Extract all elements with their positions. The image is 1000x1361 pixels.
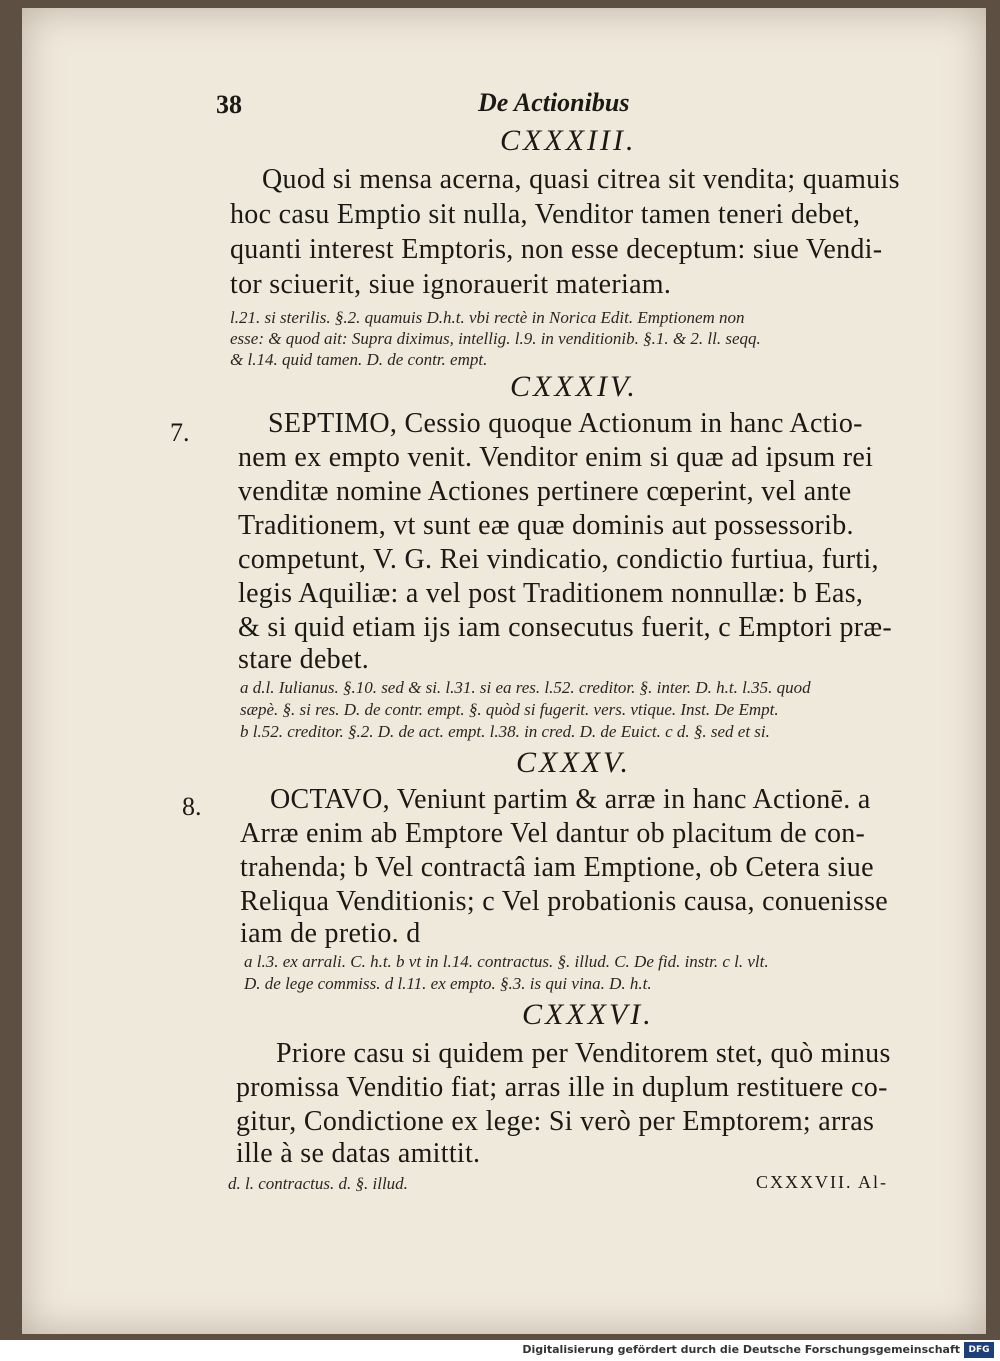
body-line: hoc casu Emptio sit nulla, Venditor tamen teneri debet, [230, 199, 861, 230]
body-line: & si quid etiam ijs iam consecutus fuerit, c Emptori præ- [238, 612, 892, 643]
section-heading: CXXXIII. [500, 124, 637, 157]
body-line: Priore casu si quidem per Venditorem stet, quò minus [276, 1038, 891, 1069]
body-line: ille à se datas amittit. [236, 1138, 481, 1169]
section-heading: CXXXV. [516, 746, 631, 779]
note-line: a d.l. Iulianus. §.10. sed & si. l.31. si ea res. l.52. creditor. §. inter. D. h.t. l.35. quod [240, 678, 811, 697]
body-line: gitur, Condictione ex lege: Si verò per Emptorem; arras [236, 1106, 875, 1137]
note-line: b l.52. creditor. §.2. D. de act. empt. l.38. in cred. D. de Euict. c d. §. sed et si. [240, 722, 770, 741]
note-line: sæpè. §. si res. D. de contr. empt. §. quòd si fugerit. vers. vtique. Inst. De Empt. [240, 700, 779, 719]
body-line: competunt, V. G. Rei vindicatio, condictio furtiua, furti, [238, 544, 879, 575]
note-line: D. de lege commiss. d l.11. ex empto. §.3. is qui vina. D. h.t. [244, 974, 652, 993]
running-head: De Actionibus [478, 88, 630, 117]
body-line: legis Aquiliæ: a vel post Traditionem nonnullæ: b Eas, [238, 578, 864, 609]
footer-bar [0, 1340, 1000, 1361]
dfg-logo: DFG [964, 1342, 994, 1358]
body-line: Arræ enim ab Emptore Vel dantur ob placitum de con- [240, 818, 866, 849]
body-line: Quod si mensa acerna, quasi citrea sit vendita; quamuis [262, 164, 900, 195]
body-line: promissa Venditio fiat; arras ille in duplum restituere co- [236, 1072, 888, 1103]
marginal-number: 8. [182, 792, 202, 821]
body-line: OCTAVO, Veniunt partim & arræ in hanc Actionē. a [270, 784, 871, 815]
page-content [22, 8, 986, 1334]
body-line: tor sciuerit, siue ignorauerit materiam. [230, 269, 672, 300]
body-line: iam de pretio. d [240, 918, 421, 949]
note-line: esse: & quod ait: Supra diximus, intellig. l.9. in venditionib. §.1. & 2. ll. seqq. [230, 329, 761, 348]
note-line: d. l. contractus. d. §. illud. [228, 1174, 408, 1193]
note-line: & l.14. quid tamen. D. de contr. empt. [230, 350, 488, 369]
body-line: Reliqua Venditionis; c Vel probationis causa, conuenisse [240, 886, 888, 917]
page-number: 38 [216, 90, 242, 119]
note-line: l.21. si sterilis. §.2. quamuis D.h.t. vbi rectè in Norica Edit. Emptionem non [230, 308, 745, 327]
body-line: trahenda; b Vel contractâ iam Emptione, ob Cetera siue [240, 852, 874, 883]
section-heading: CXXXVI. [522, 998, 654, 1031]
marginal-number: 7. [170, 418, 190, 447]
catchword: CXXXVII. Al- [756, 1172, 888, 1192]
body-line: SEPTIMO, Cessio quoque Actionum in hanc Actio- [268, 408, 863, 439]
note-line: a l.3. ex arrali. C. h.t. b vt in l.14. contractus. §. illud. C. De fid. instr. c l. vlt. [244, 952, 769, 971]
body-line: stare debet. [238, 644, 370, 675]
body-line: nem ex empto venit. Venditor enim si quæ ad ipsum rei [238, 442, 874, 473]
body-line: Traditionem, vt sunt eæ quæ dominis aut possessorib. [238, 510, 854, 541]
section-heading: CXXXIV. [510, 370, 638, 403]
book-page [22, 8, 986, 1334]
body-line: quanti interest Emptoris, non esse deceptum: siue Vendi- [230, 234, 883, 265]
funding-credit: Digitalisierung gefördert durch die Deutsche Forschungsgemeinschaft [522, 1343, 960, 1356]
body-line: venditæ nomine Actiones pertinere cœperint, vel ante [238, 476, 852, 507]
